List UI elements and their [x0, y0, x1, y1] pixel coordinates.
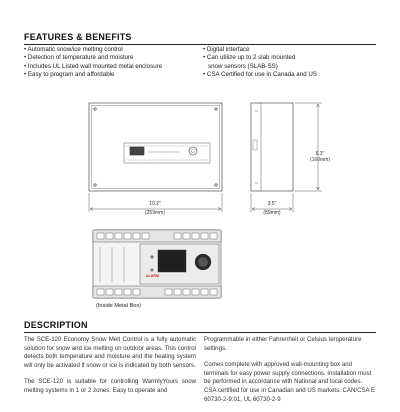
description-paragraph: Comes complete with approved wall-mounting box and terminals for easy power supply connections. Installation must be performed in accordance with National and local codes. CSA certified for use in Canadian and US markets. CAN/CSA E 60730-2-9:01, UL 60730-2-9: [204, 361, 376, 403]
controller-module: [93, 230, 221, 298]
description-left-column: [24, 336, 196, 404]
led-icon: [151, 256, 154, 259]
lcd-display: [130, 147, 144, 155]
feature-item: • Includes UL Listed wall mounted metal enclosure: [24, 62, 163, 70]
screw-icon: [94, 184, 96, 186]
height-mm-label: (160mm): [309, 157, 331, 163]
screw-icon: [94, 108, 96, 110]
side-view: [251, 103, 293, 191]
description-paragraph: The SCE-120 is suitable for controlling WarmlyYours snow melting systems in 1 or 2 zones. Easy to operate and: [24, 378, 196, 394]
height-dimension: [295, 103, 322, 191]
screw-icon: [215, 184, 217, 186]
alarm-label: ALARM: [146, 274, 159, 278]
description-heading: DESCRIPTION: [24, 320, 88, 330]
description-right-column: [204, 336, 376, 412]
width-dim-label: 10.2": [149, 201, 161, 207]
screw-icon: [215, 108, 217, 110]
feature-item: • Can utilize up to 2 slab mounted: [203, 54, 296, 62]
description-paragraph: Programmable in either Fahrenheit or Celsius temperature settings.: [204, 336, 362, 352]
depth-dim-label: 3.5": [267, 201, 277, 207]
side-enclosure-outline: [251, 103, 293, 191]
box-caption: (Inside Metal Box): [96, 303, 142, 309]
front-enclosure-outline: [89, 103, 222, 191]
description-paragraph: The SCE-120 Economy Snow Melt Control is a fully automatic solution for snow and ice melting on outdoor areas. This control detects both temperature and moisture and the heating system will only be activated if snow or ice is indicated by both sensors.: [24, 336, 196, 369]
front-view: [89, 103, 222, 191]
led-icon: [151, 269, 154, 272]
front-enclosure-inner: [92, 106, 220, 189]
width-mm-label: (259mm): [144, 210, 166, 216]
feature-item: • Easy to program and affordable: [24, 71, 115, 79]
feature-item: • Automatic snow/ice melting control: [24, 46, 123, 53]
depth-mm-label: (89mm): [263, 210, 281, 216]
feature-item: • Detection of temperature and moisture: [24, 54, 134, 62]
features-heading: FEATURES & BENEFITS: [24, 32, 132, 42]
knob-icon: [189, 147, 197, 155]
description-rule: [24, 332, 376, 333]
feature-item: • CSA Certified for use in Canada and US: [203, 71, 317, 79]
feature-item: snow sensors (SLAB-SS): [208, 62, 278, 70]
lcd-display: [158, 250, 186, 272]
height-dim-label: 6.3": [315, 151, 325, 157]
feature-item: • Digital interface: [203, 46, 250, 53]
